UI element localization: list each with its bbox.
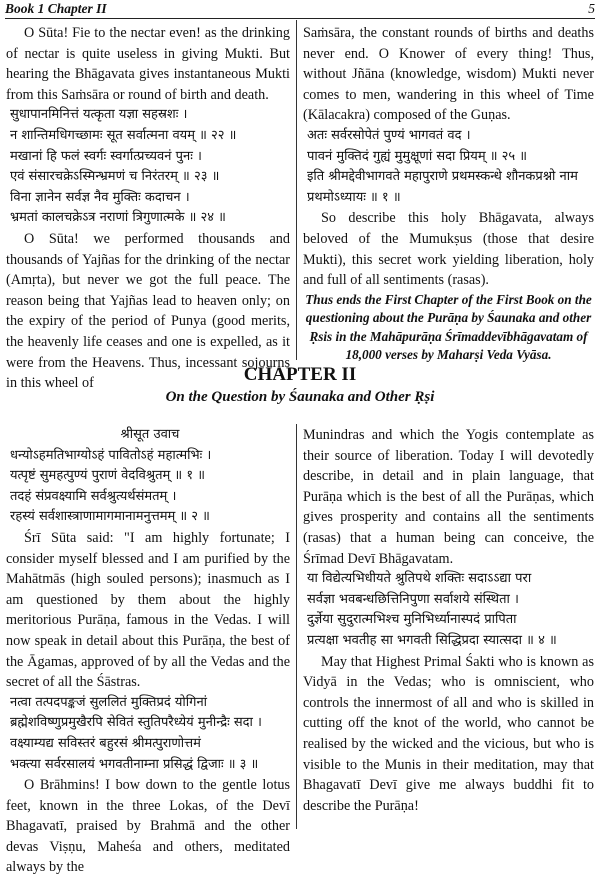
column-divider-bottom — [296, 424, 297, 829]
sanskrit-verse-line: एवं संसारचक्रेऽस्मिन्भ्रमणं च निरंतरम् ॥ २३ ॥ — [10, 169, 220, 185]
paragraph-continued: Saṁsāra, the constant rounds of births and deaths never end. O Knower of every thing! Thus, without Jñāna (knowledge, wisdom) Mukti never comes to men, wandering in this wheel of Time (Kālacakra) composed of the Guṇas. — [303, 25, 594, 124]
sanskrit-verse-line: नत्वा तत्पदपङ्कजं सुललितं मुक्तिप्रदं योगिनां — [10, 694, 208, 710]
paragraph: So describe this holy Bhāgavata, always beloved of the Mumukṣus (those that desire Mukti), this secret work yielding liberation, holy and full of all sentiments (rasas). — [303, 210, 594, 289]
sanskrit-verse-line: न शान्तिमधिगच्छामः सूत सर्वात्मना वयम् ॥ २२ ॥ — [10, 127, 237, 143]
sanskrit-verse-line: विना ज्ञानेन सर्वज्ञ नैव मुक्तिः कदाचन । — [10, 189, 190, 205]
header-book-chapter: Book 1 Chapter II — [5, 1, 107, 16]
sanskrit-verse-line: तदहं संप्रवक्ष्यामि सर्वश्रुत्यर्थसंमतम् । — [10, 488, 177, 504]
sanskrit-verse-line: या विद्येत्यभिधीयते श्रुतिपथे शक्तिः सदाऽऽद्या परा — [307, 571, 532, 587]
sanskrit-verse-line: प्रत्यक्षा भवतीह सा भगवती सिद्धिप्रदा स्यात्सदा ॥ ४ ॥ — [307, 632, 557, 648]
column-divider-top — [296, 20, 297, 360]
sanskrit-verse-line: भक्त्या सर्वरसालयं भगवतीनाम्ना प्रसिद्धं द्विजाः ॥ ३ ॥ — [10, 756, 259, 772]
sanskrit-verse-line: ब्रह्मेशविष्णुप्रमुखैरपि सेवितं स्तुतिपरैध्येयं मुनीन्द्रैः सदा । — [10, 715, 262, 731]
paragraph: O Sūta! Fie to the nectar even! as the drinking of nectar is quite useless in giving Mukti. But hearing the Bhāgavata gives instantaneous Mukti from this Saṁsāra or round of birth and death. — [6, 25, 290, 103]
sanskrit-verse-line: सर्वज्ञा भवबन्धछित्तिनिपुणा सर्वाशये संस्थिता । — [307, 591, 519, 607]
sanskrit-verse-line: वक्ष्याम्यद्य सविस्तरं बहुरसं श्रीमत्पुराणोत्तमं — [10, 735, 201, 751]
paragraph-continued: Munindras and which the Yogis contemplate as their source of liberation. Today I will devotedly describe, in detail and in plain language, that Purāṇa which is the best of all the Purāṇas, which gives prosperity and contains all the sentiments (rasas) that a human being can conceive, the Śrīmad Devī Bhāgavatam. — [303, 427, 594, 567]
verse-speaker-heading: श्रीसूत उवाच — [120, 427, 180, 442]
sanskrit-verse-line: भ्रमतां कालचक्रेऽत्र नराणां त्रिगुणात्मके ॥ २४ ॥ — [10, 210, 226, 226]
sanskrit-verse-line: दुर्ज्ञेया सुदुरात्मभिश्च मुनिभिर्ध्यानास्पदं प्रापिता — [307, 612, 517, 628]
page-number: 5 — [588, 1, 595, 16]
top-left-column — [6, 23, 290, 394]
sanskrit-verse-line: इति श्रीमद्देवीभागवते महापुराणे प्रथमस्कन्धे शौनकप्रश्नो नाम प्रथमोऽध्यायः ॥ १ ॥ — [307, 169, 578, 205]
running-header — [5, 0, 595, 19]
paragraph: O Brāhmins! I bow down to the gentle lotus feet, known in the three Lokas, of the Devī Bhagavatī, praised by Brahmā and the other devas Viṣṇu, Maheśa and others, meditated always by the — [6, 777, 290, 876]
sanskrit-verse-line: धन्योऽहमतिभाग्योऽहं पावितोऽहं महात्मभिः । — [10, 447, 212, 463]
sanskrit-verse-line: यत्पृष्टं सुमहत्पुण्यं पुराणं वेदविश्रुतम् ॥ १ ॥ — [10, 468, 206, 484]
sanskrit-verse-line: रहस्यं सर्वशास्त्राणामागमानामनुत्तमम् ॥ २ ॥ — [10, 509, 210, 525]
bottom-left-column — [6, 425, 290, 878]
sanskrit-verse-line: पावनं मुक्तिदं गुह्यं मुमुक्षूणां सदा प्रियम् ॥ २५ ॥ — [307, 148, 528, 164]
bottom-right-column — [303, 425, 594, 816]
chapter-subtitle: On the Question by Śaunaka and Other Ṛṣi — [165, 389, 435, 405]
sanskrit-verse-line: अतः सर्वरसोपेतं पुण्यं भागवतं वद । — [307, 127, 471, 143]
paragraph: May that Highest Primal Śakti who is known as Vidyā in the Vedas; who is omniscient, who controls the innermost of all and who is skilled in cutting off the knot of the world, who cannot be realised by the wicked and the vicious, but who is visible to the Munis in their meditation, may that Bhagavatī Devī give me always buddhi fit to describe the Purāṇa! — [303, 653, 594, 814]
chapter-title: CHAPTER II — [243, 364, 357, 385]
chapter-colophon: Thus ends the First Chapter of the First Book on the questioning about the Purāṇa by Śaunaka and other Ṛsis in the Mahāpurāṇa Śrīmaddevībhāgavatam of 18,000 verses by Maharṣi Veda Vyāsa. — [305, 291, 592, 363]
sanskrit-verse-line: मखानां हि फलं स्वर्गः स्वर्गात्प्रच्यवनं पुनः । — [10, 148, 202, 164]
sanskrit-verse-line: सुधापानमिनित्तं यत्कृता यज्ञा सहस्रशः । — [10, 107, 188, 123]
top-right-column — [303, 23, 594, 365]
paragraph: O Sūta! we performed thousands and thousands of Yajñas for the drinking of the nectar (Amṛta), but never we got the full peace. The reason being that Yajñas lead to heaven only; on the expiry of the period of Punya (good merits, the heavenly life ceases and one is expelled, as it were from the Heavens. Thus, incessant sojourns in this wheel of — [6, 230, 290, 392]
paragraph: Śrī Sūta said: "I am highly fortunate; I consider myself blessed and I am purified by the Mahātmās (high souled persons); inasmuch as I am questioned by them about the highly meritorious Purāṇa, famous in the Vedas. I will now speak in detail about this Purāṇa, the best of the Āgamas, approved of by all the Vedas and the secret of all the Śāstras. — [6, 529, 290, 691]
